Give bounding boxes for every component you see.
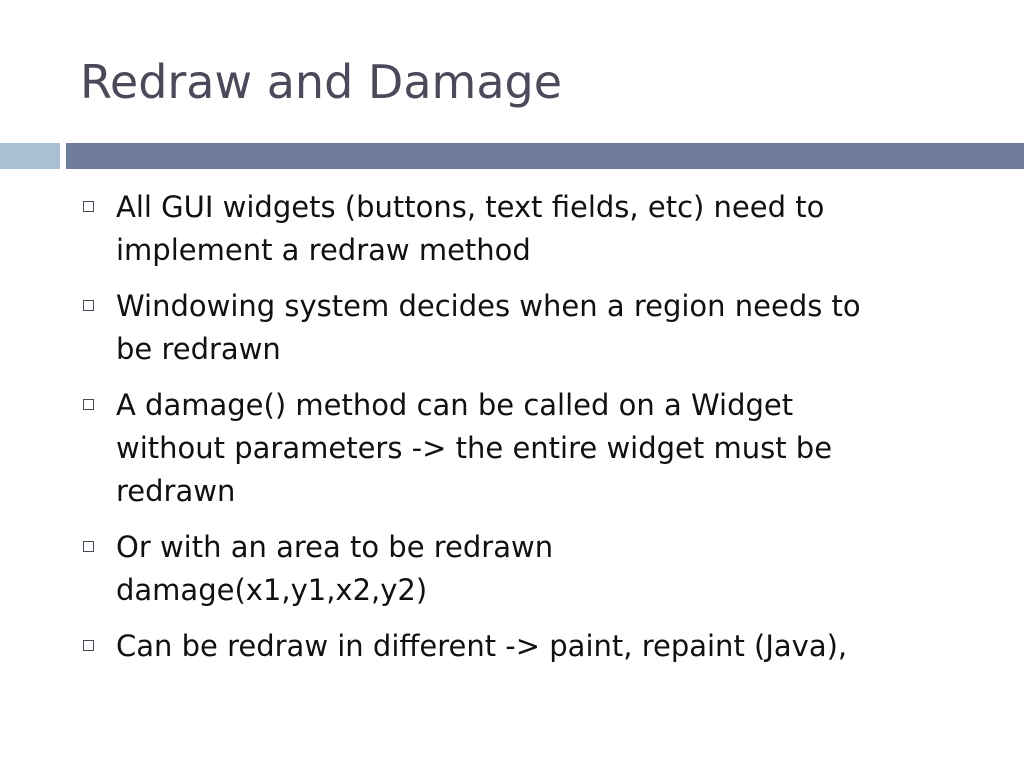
bullet-line: All GUI widgets (buttons, text fields, etc) need to <box>116 190 825 224</box>
bullet-item <box>80 384 980 513</box>
bullet-text <box>116 526 980 612</box>
bullet-item <box>80 526 980 612</box>
bullet-line: Windowing system decides when a region needs to <box>116 289 861 323</box>
bullet-line: Or with an area to be redrawn <box>116 530 554 564</box>
hollow-square-icon <box>83 300 94 311</box>
hollow-square-icon <box>83 399 94 410</box>
slide-title: Redraw and Damage <box>80 55 563 109</box>
bullet-item <box>80 186 980 272</box>
bullet-line: redrawn <box>116 474 236 508</box>
hollow-square-icon <box>83 201 94 212</box>
hollow-square-icon <box>83 640 94 651</box>
bullet-line: damage(x1,y1,x2,y2) <box>116 573 428 607</box>
bullet-item <box>80 625 980 668</box>
bullet-line: A damage() method can be called on a Widget <box>116 388 794 422</box>
bullet-line: without parameters -> the entire widget must be <box>116 431 833 465</box>
bullet-text <box>116 186 980 272</box>
bullet-line: be redrawn <box>116 332 281 366</box>
bullet-text <box>116 285 980 371</box>
bullet-text <box>116 384 980 513</box>
bullet-list <box>80 186 980 681</box>
bullet-text <box>116 625 980 668</box>
hollow-square-icon <box>83 541 94 552</box>
bullet-line: Can be redraw in different -> paint, repaint (Java), <box>116 629 848 663</box>
bullet-line: implement a redraw method <box>116 233 531 267</box>
bullet-item <box>80 285 980 371</box>
accent-bar-right <box>66 143 1024 169</box>
accent-bar-left <box>0 143 60 169</box>
